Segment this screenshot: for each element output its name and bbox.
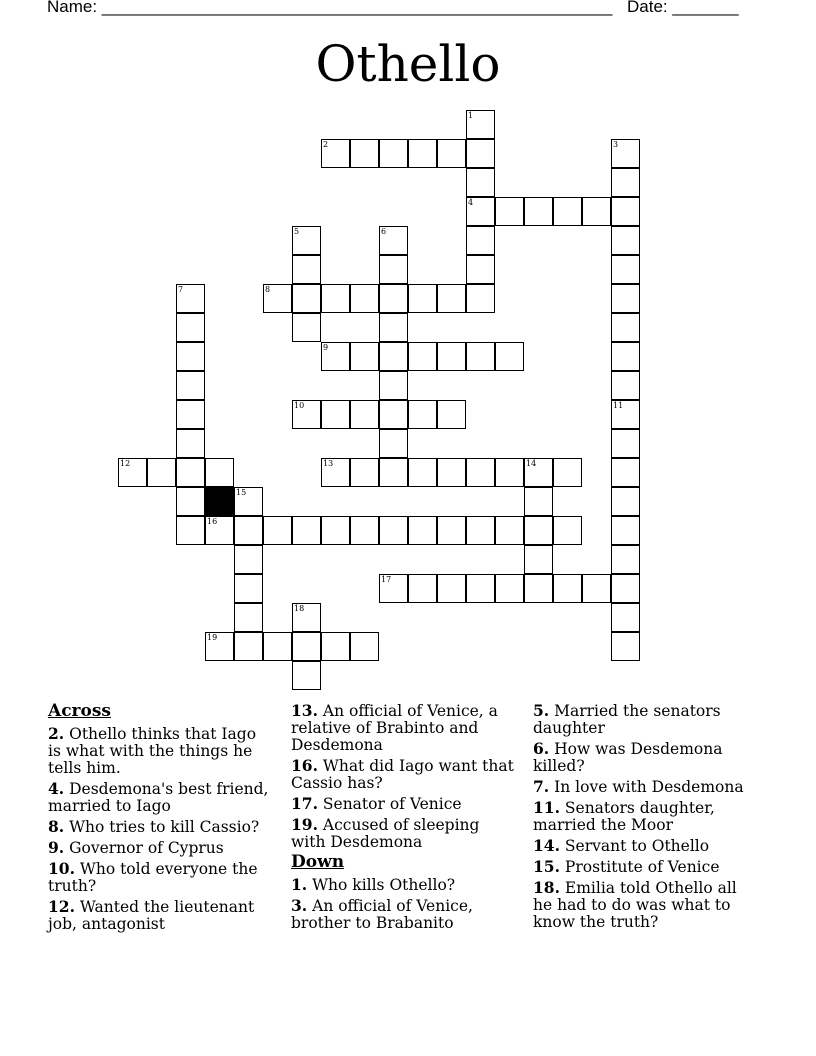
grid-cell[interactable] <box>321 342 350 371</box>
grid-cell[interactable] <box>379 139 408 168</box>
grid-cell[interactable] <box>611 342 640 371</box>
cell-number: 17 <box>381 575 392 584</box>
grid-cell[interactable] <box>611 139 640 168</box>
grid-cell[interactable] <box>553 574 582 603</box>
clues-column-right <box>533 700 753 931</box>
grid-cell[interactable] <box>350 139 379 168</box>
clue-down-11: 11. Senators daughter, married the Moor <box>533 798 715 834</box>
black-cell <box>205 487 234 516</box>
grid-cell[interactable] <box>408 458 437 487</box>
grid-cell[interactable] <box>350 632 379 661</box>
grid-cell[interactable] <box>379 342 408 371</box>
grid-cell[interactable] <box>176 342 205 371</box>
grid-cell[interactable] <box>524 545 553 574</box>
grid-cell[interactable] <box>553 458 582 487</box>
grid-cell[interactable] <box>292 255 321 284</box>
cell-number: 14 <box>526 459 537 468</box>
grid-cell[interactable] <box>205 516 234 545</box>
grid-cell[interactable] <box>350 400 379 429</box>
grid-cell[interactable] <box>466 110 495 139</box>
grid-cell[interactable] <box>379 516 408 545</box>
clue-across-9: 9. Governor of Cyprus <box>48 838 224 857</box>
grid-cell[interactable] <box>495 516 524 545</box>
cell-number: 1 <box>468 111 474 120</box>
date-field: Date: _______ <box>627 0 739 16</box>
grid-cell[interactable] <box>379 255 408 284</box>
grid-cell[interactable] <box>437 400 466 429</box>
grid-cell[interactable] <box>176 516 205 545</box>
grid-cell[interactable] <box>553 516 582 545</box>
grid-cell[interactable] <box>553 197 582 226</box>
cell-number: 15 <box>236 488 247 497</box>
clues-column-left <box>48 700 273 933</box>
grid-cell[interactable] <box>466 139 495 168</box>
name-field: Name: ______________________________________________________ <box>47 0 613 16</box>
grid-cell[interactable] <box>263 284 292 313</box>
grid-cell[interactable] <box>611 313 640 342</box>
grid-cell[interactable] <box>176 371 205 400</box>
grid-cell[interactable] <box>350 458 379 487</box>
grid-cell[interactable] <box>292 632 321 661</box>
grid-cell[interactable] <box>611 255 640 284</box>
grid-cell[interactable] <box>611 545 640 574</box>
grid-cell[interactable] <box>466 284 495 313</box>
clue-down-18: 18. Emilia told Othello all he had to do was what to know the truth? <box>533 878 737 931</box>
clue-across-8: 8. Who tries to kill Cassio? <box>48 817 260 836</box>
grid-cell[interactable] <box>466 458 495 487</box>
grid-cell[interactable] <box>234 487 263 516</box>
grid-cell[interactable] <box>379 226 408 255</box>
grid-cell[interactable] <box>350 516 379 545</box>
grid-cell[interactable] <box>292 313 321 342</box>
grid-cell[interactable] <box>234 574 263 603</box>
grid-cell[interactable] <box>524 487 553 516</box>
clues-column-middle <box>291 700 516 932</box>
grid-cell[interactable] <box>176 284 205 313</box>
cell-number: 4 <box>468 198 474 207</box>
grid-cell[interactable] <box>611 516 640 545</box>
grid-cell[interactable] <box>321 458 350 487</box>
clue-across-19: 19. Accused of sleeping with Desdemona <box>291 815 480 851</box>
grid-cell[interactable] <box>466 168 495 197</box>
page-title: Othello <box>315 35 501 93</box>
grid-cell[interactable] <box>611 371 640 400</box>
grid-cell[interactable] <box>176 429 205 458</box>
grid-cell[interactable] <box>495 197 524 226</box>
cell-number: 8 <box>265 285 271 294</box>
grid-cell[interactable] <box>524 574 553 603</box>
grid-cell[interactable] <box>292 661 321 690</box>
clue-across-16: 16. What did Iago want that Cassio has? <box>291 756 514 792</box>
grid-cell[interactable] <box>466 574 495 603</box>
grid-cell[interactable] <box>321 632 350 661</box>
clue-across-17: 17. Senator of Venice <box>291 794 462 813</box>
grid-cell[interactable] <box>408 342 437 371</box>
grid-cell[interactable] <box>611 400 640 429</box>
grid-cell[interactable] <box>176 458 205 487</box>
grid-cell[interactable] <box>466 226 495 255</box>
grid-cell[interactable] <box>379 458 408 487</box>
grid-cell[interactable] <box>176 313 205 342</box>
grid-cell[interactable] <box>611 226 640 255</box>
grid-cell[interactable] <box>437 574 466 603</box>
grid-cell[interactable] <box>408 574 437 603</box>
cell-number: 9 <box>323 343 329 352</box>
grid-cell[interactable] <box>234 545 263 574</box>
clue-across-13: 13. An official of Venice, a relative of Brabinto and Desdemona <box>291 701 498 754</box>
grid-cell[interactable] <box>524 516 553 545</box>
cell-number: 19 <box>207 633 218 642</box>
clue-down-14: 14. Servant to Othello <box>533 836 710 855</box>
grid-cell[interactable] <box>321 284 350 313</box>
clue-across-10: 10. Who told everyone the truth? <box>48 859 258 895</box>
cell-number: 7 <box>178 285 184 294</box>
cell-number: 10 <box>294 401 305 410</box>
clue-down-7: 7. In love with Desdemona <box>533 777 744 796</box>
grid-cell[interactable] <box>176 487 205 516</box>
grid-cell[interactable] <box>263 632 292 661</box>
grid-cell[interactable] <box>408 284 437 313</box>
cell-number: 6 <box>381 227 387 236</box>
cell-number: 16 <box>207 517 218 526</box>
grid-cell[interactable] <box>495 342 524 371</box>
down-heading: Down <box>291 852 345 872</box>
grid-cell[interactable] <box>263 516 292 545</box>
grid-cell[interactable] <box>524 458 553 487</box>
grid-cell[interactable] <box>408 400 437 429</box>
grid-cell[interactable] <box>495 458 524 487</box>
grid-cell[interactable] <box>321 139 350 168</box>
grid-cell[interactable] <box>176 400 205 429</box>
grid-cell[interactable] <box>379 313 408 342</box>
grid-cell[interactable] <box>234 632 263 661</box>
grid-cell[interactable] <box>582 197 611 226</box>
grid-cell[interactable] <box>437 284 466 313</box>
grid-cell[interactable] <box>321 400 350 429</box>
grid-cell[interactable] <box>437 139 466 168</box>
grid-cell[interactable] <box>466 197 495 226</box>
grid-cell[interactable] <box>292 226 321 255</box>
grid-cell[interactable] <box>379 371 408 400</box>
clue-down-15: 15. Prostitute of Venice <box>533 857 720 876</box>
grid-cell[interactable] <box>611 632 640 661</box>
across-heading: Across <box>48 701 111 721</box>
clue-across-12: 12. Wanted the lieutenant job, antagonist <box>48 897 255 933</box>
grid-cell[interactable] <box>379 429 408 458</box>
grid-cell[interactable] <box>437 458 466 487</box>
clue-down-1: 1. Who kills Othello? <box>291 875 456 894</box>
grid-cell[interactable] <box>611 458 640 487</box>
grid-cell[interactable] <box>611 168 640 197</box>
grid-cell[interactable] <box>234 603 263 632</box>
cell-number: 11 <box>613 401 624 410</box>
grid-cell[interactable] <box>292 603 321 632</box>
grid-cell[interactable] <box>350 284 379 313</box>
grid-cell[interactable] <box>379 284 408 313</box>
grid-cell[interactable] <box>437 342 466 371</box>
grid-cell[interactable] <box>611 429 640 458</box>
grid-cell[interactable] <box>118 458 147 487</box>
cell-number: 13 <box>323 459 334 468</box>
clue-across-4: 4. Desdemona's best friend, married to Iago <box>48 779 269 815</box>
grid-cell[interactable] <box>292 284 321 313</box>
grid-cell[interactable] <box>611 284 640 313</box>
grid-cell[interactable] <box>582 574 611 603</box>
grid-cell[interactable] <box>205 458 234 487</box>
grid-cell[interactable] <box>408 516 437 545</box>
grid-cell[interactable] <box>495 574 524 603</box>
grid-cell[interactable] <box>611 574 640 603</box>
clue-down-5: 5. Married the senators daughter <box>533 701 721 737</box>
grid-cell[interactable] <box>292 516 321 545</box>
grid-cell[interactable] <box>292 400 321 429</box>
clue-across-2: 2. Othello thinks that Iago is what with the things he tells him. <box>48 724 257 777</box>
grid-cell[interactable] <box>437 516 466 545</box>
cell-number: 3 <box>613 140 619 149</box>
grid-cell[interactable] <box>524 197 553 226</box>
grid-cell[interactable] <box>466 516 495 545</box>
grid-cell[interactable] <box>379 400 408 429</box>
clue-down-6: 6. How was Desdemona killed? <box>533 739 723 775</box>
grid-cell[interactable] <box>321 516 350 545</box>
clue-down-3: 3. An official of Venice, brother to Brabanito <box>291 896 473 932</box>
cell-number: 18 <box>294 604 305 613</box>
cell-number: 12 <box>120 459 131 468</box>
grid-cell[interactable] <box>611 603 640 632</box>
cell-number: 2 <box>323 140 329 149</box>
grid-cell[interactable] <box>611 487 640 516</box>
grid-cell[interactable] <box>466 342 495 371</box>
grid-cell[interactable] <box>205 632 234 661</box>
grid-cell[interactable] <box>611 197 640 226</box>
grid-cell[interactable] <box>234 516 263 545</box>
grid-cell[interactable] <box>350 342 379 371</box>
grid-cell[interactable] <box>379 574 408 603</box>
grid-cell[interactable] <box>408 139 437 168</box>
cell-number: 5 <box>294 227 300 236</box>
grid-cell[interactable] <box>466 255 495 284</box>
grid-cell[interactable] <box>147 458 176 487</box>
